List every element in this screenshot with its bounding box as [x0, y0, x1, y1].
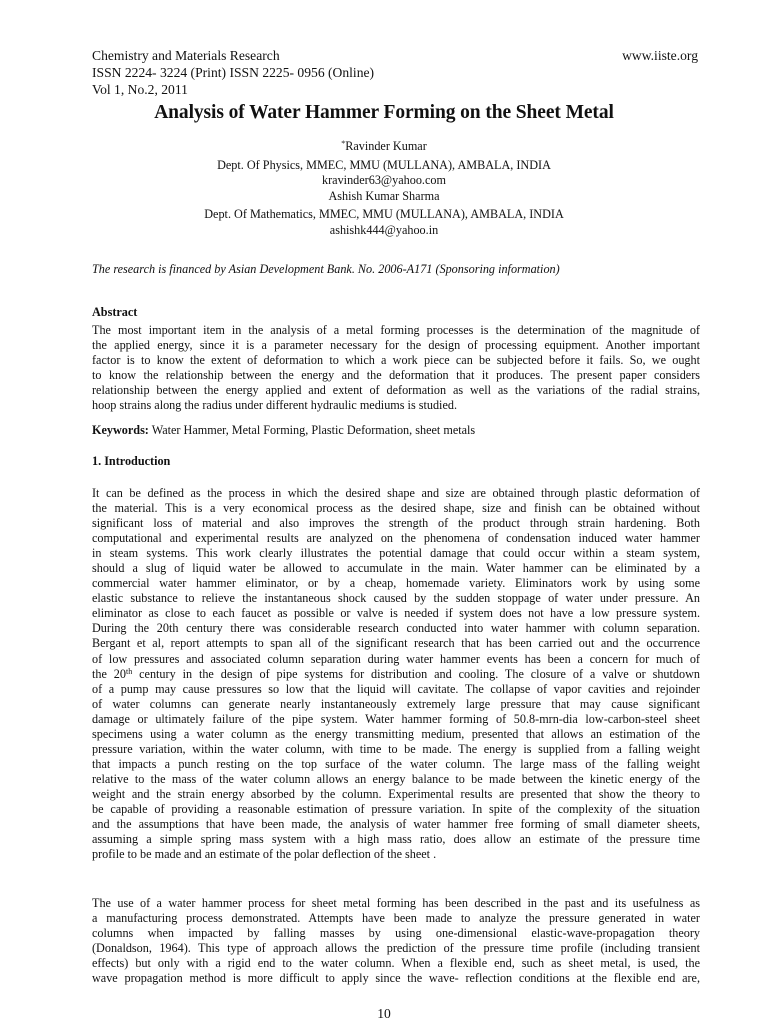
paragraph-line: elastic substance to relieve the instantaneous shock caused by the sudden stoppage of water under pressure. An — [92, 591, 700, 606]
paragraph-line: specimens using a water column as the energy transmitting medium, presented that allows an estimation of the — [92, 726, 700, 741]
abstract-line: hoop strains along the radius under different hydraulic mediums is studied. — [92, 398, 457, 413]
paragraph-line: The use of a water hammer process for sheet metal forming has been described in the past and its usefulness as — [92, 896, 700, 910]
author1-affiliation: Dept. Of Physics, MMEC, MMU (MULLANA), AMBALA, INDIA — [217, 157, 551, 172]
paragraph-line: computational and experimental results are analyzed on the phenomena of condensation induced water hammer — [92, 531, 700, 546]
author1-mark: * — [341, 139, 346, 148]
abstract-line: The most important item in the analysis of a metal forming processes is the determination of the magnitude of — [92, 323, 700, 337]
journal-issn: ISSN 2224- 3224 (Print) ISSN 2225- 0956 (Online) — [92, 65, 375, 80]
paragraph-line: a manufacturing process demonstrated. Attempts have been made to analyze the pressure generated in water — [92, 911, 700, 926]
paragraph-line: Bergant et al, report attempts to span all of the significant research that has been carried out and the occurrence — [92, 636, 700, 651]
author1-line — [0, 139, 768, 155]
paragraph-line: relative to the mass of the water column allows an energy balance to be made between the kinetic energy of the — [92, 771, 700, 786]
paragraph-line: assuming a simple spring mass system with a high mass ratio, does allow an estimate of the pressure time — [92, 832, 700, 847]
author-block — [0, 139, 768, 238]
paper-title: Analysis of Water Hammer Forming on the Sheet Metal — [154, 102, 614, 123]
paragraph-line: of low pressures and associated column separation during water hammer events has been a concern for much of — [92, 651, 700, 666]
paragraph-line: should a slug of liquid water be allowed to accumulate in the main. Water hammer can be eliminated by a — [92, 561, 700, 576]
paragraph-line: that impacts a punch resting on the top surface of the water column. The large mass of the falling weight — [92, 756, 700, 771]
keywords-text: Water Hammer, Metal Forming, Plastic Deformation, sheet metals — [151, 423, 476, 437]
paragraph-line: of a pump may cause pressures so low that the liquid will cavitate. The collapse of vapor cavities and rejoinder — [92, 681, 700, 696]
funding-note: The research is financed by Asian Development Bank. No. 2006-A171 (Sponsoring information) — [92, 262, 560, 276]
abstract-line: relationship between the energy applied and extent of deformation as well as the variations of the radial strains, — [92, 383, 700, 398]
keywords — [92, 423, 475, 438]
abstract-line: to know the relationship between the energy and the deformation that it produces. The present paper considers — [92, 368, 700, 383]
paragraph-line: effects) but only with a rigid end to the water column. When a flexible end, such as sheet metal, is used, the — [92, 956, 700, 971]
paragraph-line: columns when impacted by falling masses by using one-dimensional elastic-wave-propagation theory — [92, 926, 700, 941]
paragraph-line: of water columns can generate nearly instantaneously extremely large pressure that may cause significant — [92, 696, 700, 711]
paragraph-line: (Donaldson, 1964). This type of approach allows the prediction of the pressure time profile (including transient — [92, 941, 700, 956]
introduction-heading: 1. Introduction — [92, 454, 171, 468]
introduction-paragraph-2 — [92, 896, 700, 986]
paragraph-line: be capable of providing a reasonable estimation of pressure variation. In spite of the complexity of the situation — [92, 801, 700, 816]
paragraph-line: commercial water hammer eliminator, or by a cheap, homemade variety. Eliminators work by using some — [92, 576, 700, 591]
author2-affiliation: Dept. Of Mathematics, MMEC, MMU (MULLANA), AMBALA, INDIA — [204, 207, 564, 221]
journal-website: www.iiste.org — [622, 48, 698, 63]
paragraph-line: damage or ultimately failure of the pipe system. Water hammer forming of 50.8-mrn-dia low-carbon-steel sheet — [92, 711, 700, 726]
author1-name: Ravinder Kumar — [345, 139, 427, 153]
abstract-heading: Abstract — [92, 305, 138, 319]
paragraph-line: weight and the strain energy absorbed by the column. Experimental results are presented that show the theory to — [92, 786, 700, 801]
abstract-line: the applied energy, since it is a parameter necessary for the design of processing equipment. Another important — [92, 338, 700, 353]
paragraph-line-20th-century: the 20th century in the design of pipe systems for distribution and cooling. The closure of a valve or shutdown — [92, 666, 700, 681]
page-number: 10 — [377, 1006, 391, 1021]
paragraph-line: in steam systems. This work clearly illustrates the potential damage that could occur within a steam system, — [92, 546, 700, 561]
paragraph-line: and the assumptions that have been made, the analysis of water hammer free forming of small diameter sheets, — [92, 817, 700, 832]
journal-header — [92, 47, 374, 98]
journal-name: Chemistry and Materials Research — [92, 48, 280, 63]
paragraph-line: significant loss of material and also improves the strength of the product through strain hardening. Both — [92, 516, 700, 531]
journal-volume: Vol 1, No.2, 2011 — [92, 82, 188, 97]
paragraph-line: It can be defined as the process in which the desired shape and size are obtained through plastic deformation of — [92, 486, 700, 500]
paragraph-line: eliminator as close to each faucet as possible or valve is needed if system does not have a low pressure system. — [92, 606, 700, 621]
author2-email: ashishk444@yahoo.in — [329, 222, 439, 237]
keywords-label: Keywords: — [92, 423, 149, 437]
paragraph-line: pressure variation, within the water column, with time to be made. The energy is supplied from a falling weight — [92, 741, 700, 756]
abstract-line: factor is to know the extent of deformation to which a work piece can be subjected before it fails. So, we ought — [92, 353, 700, 368]
paragraph-line: wave propagation method is more difficult to apply since the wave- reflection conditions at the flexible end are, — [92, 971, 700, 986]
abstract-body — [92, 323, 700, 413]
author2-name: Ashish Kumar Sharma — [328, 188, 440, 203]
paragraph-line: During the 20th century there was considerable research conducted into water hammer with column separation. — [92, 621, 700, 636]
paragraph-line: profile to be made and an estimate of the polar deflection of the sheet . — [92, 847, 437, 862]
introduction-paragraph-1 — [92, 486, 700, 862]
paragraph-line: the material. This is a very economical process as the desired shape, size and finish can be obtained without — [92, 501, 700, 516]
author1-email: kravinder63@yahoo.com — [322, 173, 446, 187]
